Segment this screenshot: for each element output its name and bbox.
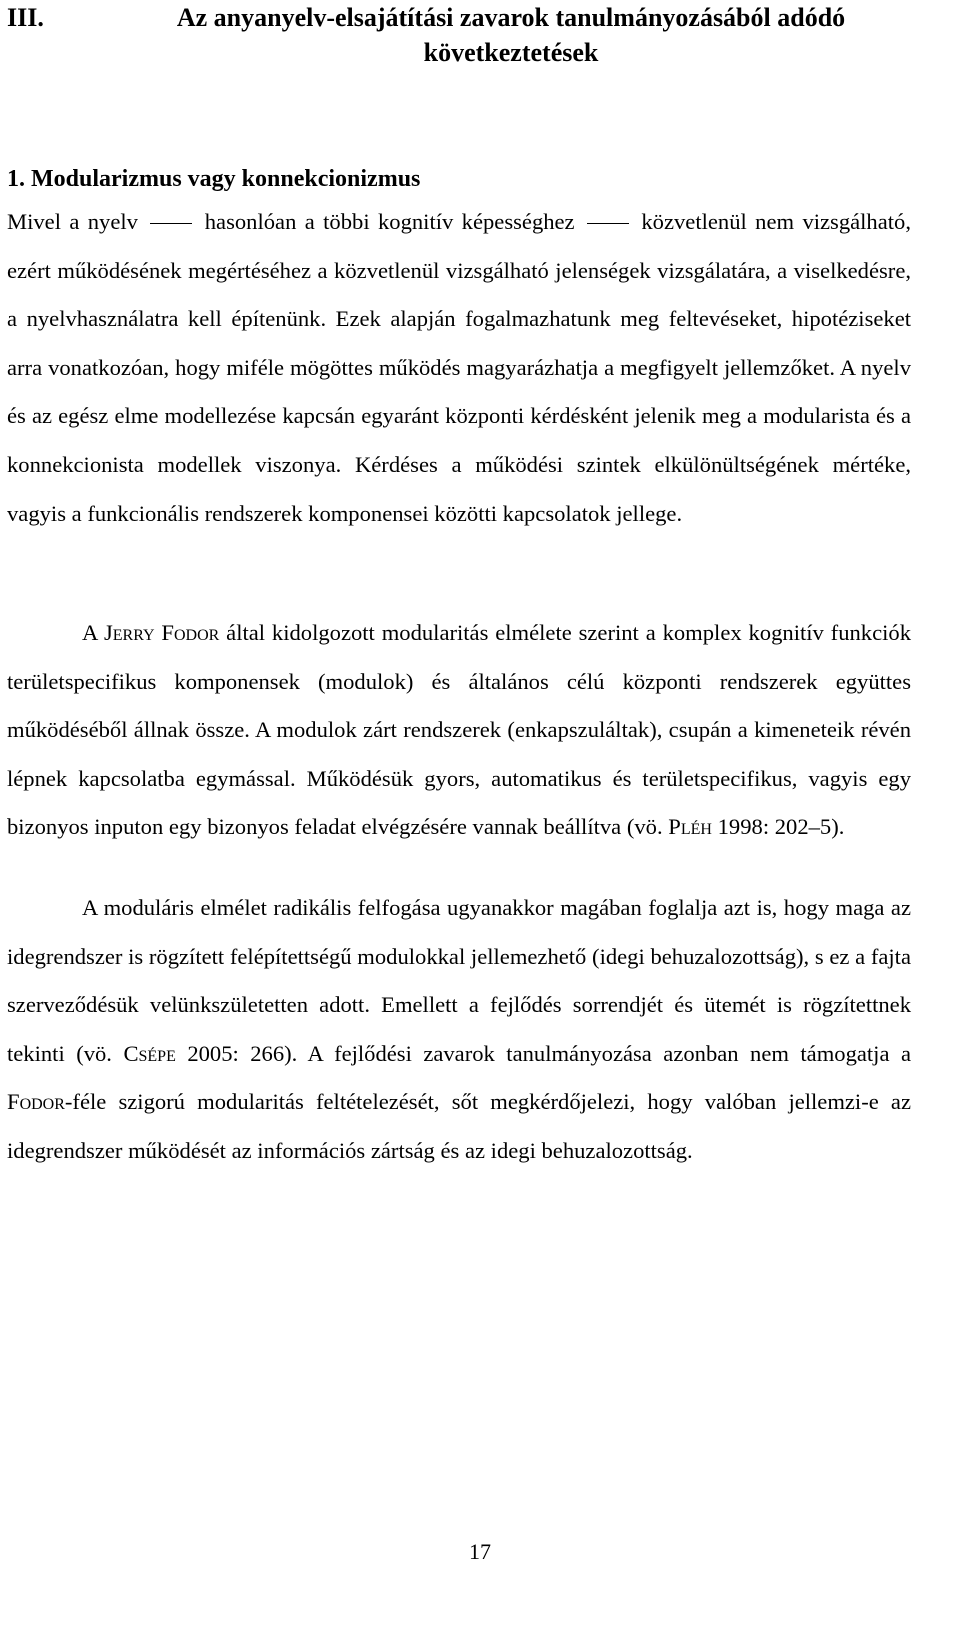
author-name-csepe: Csépe xyxy=(123,1040,176,1066)
document-page xyxy=(7,0,911,1163)
page-number: 17 xyxy=(469,1539,491,1564)
chapter-heading xyxy=(7,0,911,70)
paragraph-2-text: által kidolgozott modularitás elmélete szerint a komplex kognitív funkciók területspecifikus komponensek (modulok) és általános célú központi rendszerek együttes működéséből állnak össze. A modulok zárt rendszerek (enkapszuláltak), csupán a kimeneteik révén lépnek kapcsolatba egymással. Működésük gyors, automatikus és területspecifikus, vagyis egy bizonyos inputon egy bizonyos feladat elvégzésére vannak beállítva (vö. xyxy=(7,620,911,840)
em-dash xyxy=(150,223,192,224)
em-dash xyxy=(587,223,629,224)
paragraph-3-citation: 2005: 266). A fejlődési zavarok tanulmányozása azonban nem támogatja a xyxy=(187,1040,911,1066)
author-name-fodor-2: Fodor xyxy=(7,1089,65,1115)
author-name-fodor: Jerry Fodor xyxy=(103,620,220,645)
paragraph-3 xyxy=(7,884,911,1176)
paragraph-1-middle: hasonlóan a többi kognitív képességhez xyxy=(204,209,575,234)
paragraph-3-text: A moduláris elmélet radikális felfogása ugyanakkor magában foglalja azt is, hogy maga az idegrendszer is rögzített felépítettségű modulokkal jellemezhető (idegi behuzalozottság), s ez a fajta szerveződésük velünkszületetten adott. Emellett a fejlődés sorrendjét és ütemét is rögzítettnek tekinti (vö. xyxy=(7,895,911,1066)
paragraph-1-rest: közvetlenül nem vizsgálható, ezért működésének megértéséhez a közvetlenül vizsgálható jelenségek vizsgálatára, a viselkedésre, a nyelvhasználatra kell építenünk. Ezek alapján fogalmazhatunk meg feltevéseket, hipotéziseket arra vonatkozóan, hogy miféle mögöttes működés magyarázhatja a megfigyelt jellemzőket. A nyelv és az egész elme modellezése kapcsán egyaránt központi kérdésként jelenik meg a modularista és a konnekcionista modellek viszonya. Kérdéses a működési szintek elkülönültségének mértéke, vagyis a funkcionális rendszerek komponensei közötti kapcsolatok jellege. xyxy=(7,209,911,526)
paragraph-2-article: A xyxy=(82,620,98,645)
paragraph-3-text-2: -féle szigorú modularitás feltételezését, sőt megkérdőjelezi, hogy valóban jellemzi-e az idegrendszer működését az információs zártság és az idegi behuzalozottság. xyxy=(7,1089,911,1163)
paragraph-1-start: Mivel a nyelv xyxy=(7,209,138,234)
chapter-number: III. xyxy=(7,3,44,32)
author-name-pleh: Pléh xyxy=(668,814,712,840)
paragraph-2-citation: 1998: 202–5). xyxy=(717,814,845,840)
paragraph-1 xyxy=(7,198,911,538)
paragraph-2 xyxy=(7,609,911,852)
chapter-title: Az anyanyelv-elsajátítási zavarok tanulmányozásából adódó következtetések xyxy=(176,3,846,67)
section-heading: 1. Modularizmus vagy konnekcionizmus xyxy=(7,166,421,192)
